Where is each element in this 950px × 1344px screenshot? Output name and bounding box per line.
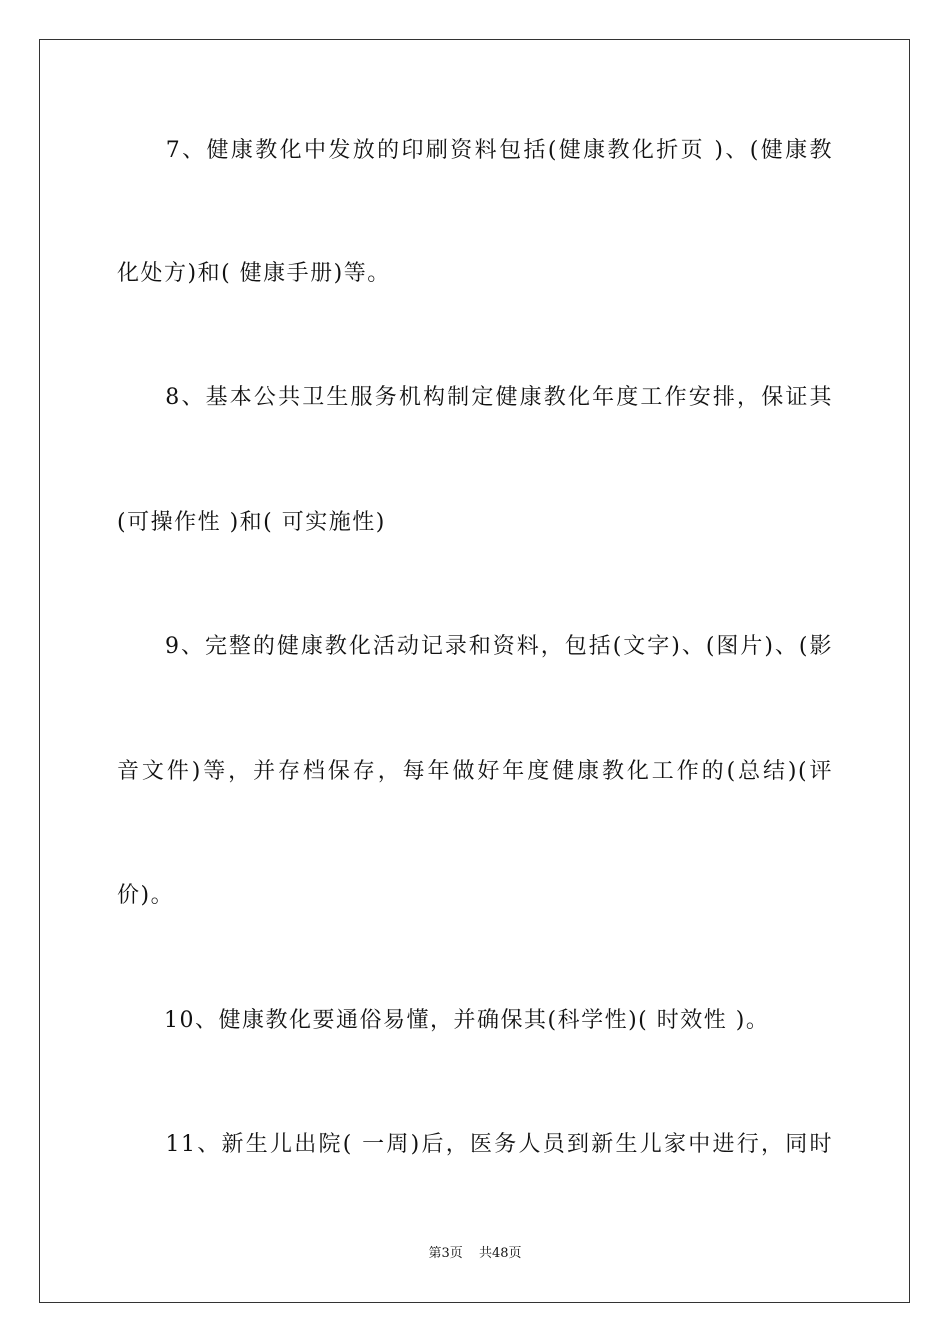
page-total: 共48页 — [478, 1246, 522, 1261]
text-line-3: 8、基本公共卫生服务机构制定健康教化年度工作安排，保证其 — [117, 385, 833, 410]
text-line-1: 7、健康教化中发放的印刷资料包括(健康教化折页 )、(健康教 — [117, 138, 833, 163]
text-line-4: (可操作性 )和( 可实施性) — [117, 510, 386, 535]
page-number: 第3页 — [428, 1246, 463, 1261]
page-border — [39, 39, 910, 1303]
text-line-9: 11、新生儿出院( 一周)后，医务人员到新生儿家中进行，同时 — [117, 1132, 833, 1157]
text-line-8: 10、健康教化要通俗易懂，并确保其(科学性)( 时效性 )。 — [117, 1008, 770, 1033]
text-line-6: 音文件)等，并存档保存，每年做好年度健康教化工作的(总结)(评 — [117, 759, 833, 784]
text-line-7: 价)。 — [117, 883, 175, 908]
page-footer — [0, 1245, 950, 1263]
text-line-2: 化处方)和( 健康手册)等。 — [117, 261, 391, 286]
text-line-5: 9、完整的健康教化活动记录和资料，包括(文字)、(图片)、(影 — [117, 634, 833, 659]
